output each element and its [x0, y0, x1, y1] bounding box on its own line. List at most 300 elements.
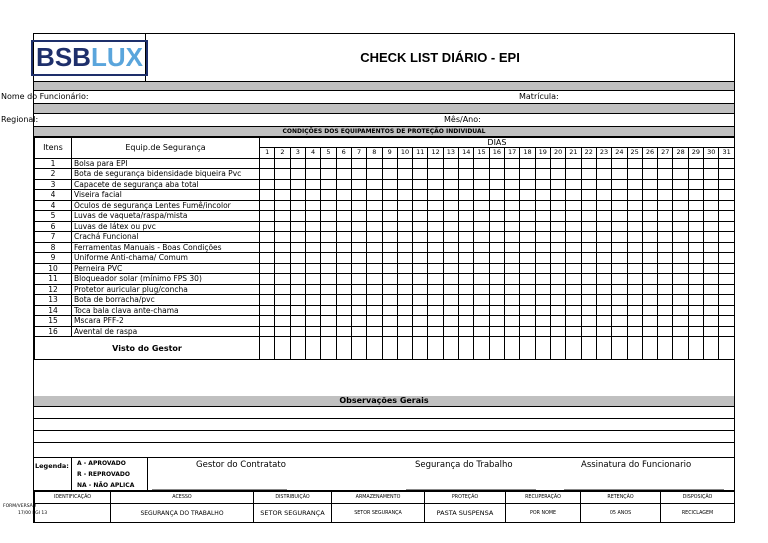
- check-cell[interactable]: [535, 211, 550, 222]
- check-cell[interactable]: [474, 305, 489, 316]
- check-cell[interactable]: [351, 221, 366, 232]
- check-cell[interactable]: [321, 242, 336, 253]
- check-cell[interactable]: [719, 242, 735, 253]
- check-cell[interactable]: [321, 326, 336, 337]
- manager-visa-cell[interactable]: [704, 337, 719, 360]
- check-cell[interactable]: [397, 169, 412, 180]
- check-cell[interactable]: [443, 242, 458, 253]
- check-cell[interactable]: [658, 158, 673, 169]
- check-cell[interactable]: [397, 263, 412, 274]
- check-cell[interactable]: [505, 232, 520, 243]
- check-cell[interactable]: [397, 274, 412, 285]
- check-cell[interactable]: [397, 316, 412, 327]
- check-cell[interactable]: [260, 169, 275, 180]
- check-cell[interactable]: [642, 221, 657, 232]
- check-cell[interactable]: [520, 284, 535, 295]
- check-cell[interactable]: [305, 305, 320, 316]
- check-cell[interactable]: [719, 221, 735, 232]
- check-cell[interactable]: [673, 326, 688, 337]
- check-cell[interactable]: [550, 179, 565, 190]
- manager-visa-cell[interactable]: [290, 337, 305, 360]
- check-cell[interactable]: [673, 263, 688, 274]
- check-cell[interactable]: [673, 211, 688, 222]
- check-cell[interactable]: [520, 200, 535, 211]
- check-cell[interactable]: [688, 253, 703, 264]
- check-cell[interactable]: [336, 158, 351, 169]
- check-cell[interactable]: [505, 169, 520, 180]
- check-cell[interactable]: [459, 284, 474, 295]
- check-cell[interactable]: [535, 179, 550, 190]
- check-cell[interactable]: [305, 169, 320, 180]
- check-cell[interactable]: [443, 190, 458, 201]
- check-cell[interactable]: [290, 284, 305, 295]
- check-cell[interactable]: [428, 232, 443, 243]
- check-cell[interactable]: [566, 190, 581, 201]
- check-cell[interactable]: [704, 263, 719, 274]
- check-cell[interactable]: [290, 169, 305, 180]
- check-cell[interactable]: [673, 190, 688, 201]
- check-cell[interactable]: [642, 253, 657, 264]
- check-cell[interactable]: [428, 253, 443, 264]
- check-cell[interactable]: [566, 284, 581, 295]
- check-cell[interactable]: [704, 221, 719, 232]
- check-cell[interactable]: [627, 284, 642, 295]
- check-cell[interactable]: [459, 200, 474, 211]
- check-cell[interactable]: [719, 211, 735, 222]
- check-cell[interactable]: [550, 274, 565, 285]
- check-cell[interactable]: [658, 232, 673, 243]
- check-cell[interactable]: [520, 274, 535, 285]
- check-cell[interactable]: [336, 221, 351, 232]
- manager-visa-cell[interactable]: [596, 337, 611, 360]
- check-cell[interactable]: [397, 326, 412, 337]
- check-cell[interactable]: [336, 211, 351, 222]
- check-cell[interactable]: [489, 169, 504, 180]
- check-cell[interactable]: [382, 253, 397, 264]
- check-cell[interactable]: [535, 263, 550, 274]
- check-cell[interactable]: [612, 158, 627, 169]
- check-cell[interactable]: [673, 221, 688, 232]
- check-cell[interactable]: [459, 242, 474, 253]
- check-cell[interactable]: [290, 305, 305, 316]
- check-cell[interactable]: [719, 232, 735, 243]
- check-cell[interactable]: [260, 190, 275, 201]
- manager-visa-cell[interactable]: [566, 337, 581, 360]
- check-cell[interactable]: [397, 232, 412, 243]
- check-cell[interactable]: [443, 316, 458, 327]
- manager-visa-cell[interactable]: [367, 337, 382, 360]
- manager-visa-cell[interactable]: [612, 337, 627, 360]
- check-cell[interactable]: [505, 200, 520, 211]
- check-cell[interactable]: [581, 316, 596, 327]
- check-cell[interactable]: [596, 169, 611, 180]
- check-cell[interactable]: [704, 253, 719, 264]
- manager-visa-cell[interactable]: [413, 337, 428, 360]
- check-cell[interactable]: [704, 232, 719, 243]
- check-cell[interactable]: [658, 190, 673, 201]
- check-cell[interactable]: [336, 326, 351, 337]
- check-cell[interactable]: [443, 295, 458, 306]
- check-cell[interactable]: [321, 200, 336, 211]
- check-cell[interactable]: [459, 326, 474, 337]
- check-cell[interactable]: [474, 295, 489, 306]
- check-cell[interactable]: [351, 169, 366, 180]
- observation-line[interactable]: [34, 407, 734, 419]
- check-cell[interactable]: [612, 295, 627, 306]
- check-cell[interactable]: [275, 179, 290, 190]
- check-cell[interactable]: [290, 242, 305, 253]
- check-cell[interactable]: [535, 232, 550, 243]
- check-cell[interactable]: [351, 316, 366, 327]
- check-cell[interactable]: [305, 295, 320, 306]
- check-cell[interactable]: [719, 295, 735, 306]
- manager-visa-cell[interactable]: [505, 337, 520, 360]
- check-cell[interactable]: [658, 284, 673, 295]
- check-cell[interactable]: [336, 200, 351, 211]
- check-cell[interactable]: [673, 232, 688, 243]
- check-cell[interactable]: [535, 242, 550, 253]
- check-cell[interactable]: [581, 158, 596, 169]
- check-cell[interactable]: [489, 326, 504, 337]
- check-cell[interactable]: [505, 158, 520, 169]
- check-cell[interactable]: [673, 158, 688, 169]
- check-cell[interactable]: [612, 284, 627, 295]
- check-cell[interactable]: [275, 190, 290, 201]
- check-cell[interactable]: [612, 316, 627, 327]
- check-cell[interactable]: [397, 190, 412, 201]
- regional-field[interactable]: Regional:: [1, 115, 39, 124]
- check-cell[interactable]: [413, 316, 428, 327]
- check-cell[interactable]: [596, 295, 611, 306]
- check-cell[interactable]: [550, 211, 565, 222]
- check-cell[interactable]: [704, 179, 719, 190]
- check-cell[interactable]: [336, 316, 351, 327]
- check-cell[interactable]: [566, 263, 581, 274]
- check-cell[interactable]: [351, 263, 366, 274]
- check-cell[interactable]: [596, 221, 611, 232]
- check-cell[interactable]: [382, 295, 397, 306]
- check-cell[interactable]: [459, 295, 474, 306]
- check-cell[interactable]: [673, 242, 688, 253]
- check-cell[interactable]: [428, 295, 443, 306]
- check-cell[interactable]: [719, 253, 735, 264]
- check-cell[interactable]: [505, 263, 520, 274]
- manager-visa-cell[interactable]: [550, 337, 565, 360]
- check-cell[interactable]: [260, 316, 275, 327]
- check-cell[interactable]: [367, 169, 382, 180]
- check-cell[interactable]: [596, 190, 611, 201]
- check-cell[interactable]: [459, 274, 474, 285]
- check-cell[interactable]: [382, 211, 397, 222]
- check-cell[interactable]: [260, 274, 275, 285]
- check-cell[interactable]: [321, 221, 336, 232]
- check-cell[interactable]: [443, 169, 458, 180]
- check-cell[interactable]: [612, 263, 627, 274]
- check-cell[interactable]: [627, 179, 642, 190]
- manager-visa-cell[interactable]: [474, 337, 489, 360]
- check-cell[interactable]: [612, 169, 627, 180]
- check-cell[interactable]: [673, 295, 688, 306]
- check-cell[interactable]: [489, 316, 504, 327]
- check-cell[interactable]: [658, 200, 673, 211]
- check-cell[interactable]: [489, 242, 504, 253]
- check-cell[interactable]: [612, 274, 627, 285]
- check-cell[interactable]: [704, 316, 719, 327]
- check-cell[interactable]: [351, 326, 366, 337]
- check-cell[interactable]: [658, 169, 673, 180]
- check-cell[interactable]: [612, 242, 627, 253]
- check-cell[interactable]: [474, 232, 489, 243]
- check-cell[interactable]: [520, 190, 535, 201]
- check-cell[interactable]: [382, 232, 397, 243]
- check-cell[interactable]: [260, 211, 275, 222]
- check-cell[interactable]: [673, 284, 688, 295]
- check-cell[interactable]: [688, 221, 703, 232]
- check-cell[interactable]: [413, 326, 428, 337]
- check-cell[interactable]: [474, 200, 489, 211]
- check-cell[interactable]: [550, 316, 565, 327]
- manager-visa-cell[interactable]: [642, 337, 657, 360]
- check-cell[interactable]: [474, 158, 489, 169]
- check-cell[interactable]: [305, 179, 320, 190]
- check-cell[interactable]: [688, 284, 703, 295]
- check-cell[interactable]: [550, 169, 565, 180]
- check-cell[interactable]: [658, 263, 673, 274]
- check-cell[interactable]: [581, 242, 596, 253]
- check-cell[interactable]: [612, 190, 627, 201]
- check-cell[interactable]: [688, 169, 703, 180]
- manager-visa-cell[interactable]: [382, 337, 397, 360]
- check-cell[interactable]: [474, 253, 489, 264]
- check-cell[interactable]: [489, 179, 504, 190]
- check-cell[interactable]: [367, 200, 382, 211]
- check-cell[interactable]: [428, 211, 443, 222]
- check-cell[interactable]: [566, 200, 581, 211]
- check-cell[interactable]: [658, 316, 673, 327]
- check-cell[interactable]: [290, 200, 305, 211]
- check-cell[interactable]: [260, 295, 275, 306]
- check-cell[interactable]: [336, 295, 351, 306]
- check-cell[interactable]: [260, 242, 275, 253]
- check-cell[interactable]: [382, 326, 397, 337]
- check-cell[interactable]: [305, 242, 320, 253]
- check-cell[interactable]: [290, 295, 305, 306]
- check-cell[interactable]: [275, 263, 290, 274]
- check-cell[interactable]: [443, 326, 458, 337]
- check-cell[interactable]: [413, 232, 428, 243]
- check-cell[interactable]: [321, 253, 336, 264]
- check-cell[interactable]: [658, 274, 673, 285]
- check-cell[interactable]: [336, 190, 351, 201]
- check-cell[interactable]: [413, 284, 428, 295]
- check-cell[interactable]: [520, 326, 535, 337]
- check-cell[interactable]: [305, 253, 320, 264]
- check-cell[interactable]: [336, 169, 351, 180]
- check-cell[interactable]: [260, 179, 275, 190]
- manager-visa-cell[interactable]: [397, 337, 412, 360]
- check-cell[interactable]: [596, 326, 611, 337]
- check-cell[interactable]: [397, 253, 412, 264]
- check-cell[interactable]: [321, 190, 336, 201]
- check-cell[interactable]: [474, 179, 489, 190]
- check-cell[interactable]: [642, 284, 657, 295]
- check-cell[interactable]: [275, 221, 290, 232]
- observation-line[interactable]: [34, 431, 734, 443]
- check-cell[interactable]: [535, 295, 550, 306]
- check-cell[interactable]: [704, 295, 719, 306]
- check-cell[interactable]: [581, 326, 596, 337]
- check-cell[interactable]: [520, 242, 535, 253]
- check-cell[interactable]: [581, 179, 596, 190]
- check-cell[interactable]: [321, 316, 336, 327]
- check-cell[interactable]: [642, 190, 657, 201]
- check-cell[interactable]: [260, 263, 275, 274]
- check-cell[interactable]: [704, 200, 719, 211]
- check-cell[interactable]: [688, 295, 703, 306]
- check-cell[interactable]: [290, 263, 305, 274]
- check-cell[interactable]: [566, 169, 581, 180]
- manager-visa-cell[interactable]: [520, 337, 535, 360]
- check-cell[interactable]: [367, 284, 382, 295]
- check-cell[interactable]: [566, 326, 581, 337]
- manager-visa-cell[interactable]: [719, 337, 735, 360]
- check-cell[interactable]: [581, 190, 596, 201]
- signature-line[interactable]: [152, 489, 287, 490]
- check-cell[interactable]: [459, 253, 474, 264]
- check-cell[interactable]: [627, 200, 642, 211]
- check-cell[interactable]: [397, 158, 412, 169]
- check-cell[interactable]: [550, 200, 565, 211]
- check-cell[interactable]: [535, 305, 550, 316]
- manager-visa-cell[interactable]: [627, 337, 642, 360]
- check-cell[interactable]: [627, 316, 642, 327]
- month-year-field[interactable]: Mês/Ano:: [444, 115, 481, 124]
- check-cell[interactable]: [489, 295, 504, 306]
- check-cell[interactable]: [397, 305, 412, 316]
- check-cell[interactable]: [704, 242, 719, 253]
- check-cell[interactable]: [566, 316, 581, 327]
- check-cell[interactable]: [688, 190, 703, 201]
- check-cell[interactable]: [336, 232, 351, 243]
- check-cell[interactable]: [459, 305, 474, 316]
- check-cell[interactable]: [688, 305, 703, 316]
- manager-visa-cell[interactable]: [260, 337, 275, 360]
- check-cell[interactable]: [413, 274, 428, 285]
- check-cell[interactable]: [550, 295, 565, 306]
- check-cell[interactable]: [627, 190, 642, 201]
- check-cell[interactable]: [673, 274, 688, 285]
- check-cell[interactable]: [535, 316, 550, 327]
- check-cell[interactable]: [413, 295, 428, 306]
- check-cell[interactable]: [275, 211, 290, 222]
- check-cell[interactable]: [459, 232, 474, 243]
- check-cell[interactable]: [627, 295, 642, 306]
- check-cell[interactable]: [596, 253, 611, 264]
- check-cell[interactable]: [581, 295, 596, 306]
- manager-visa-cell[interactable]: [535, 337, 550, 360]
- check-cell[interactable]: [305, 284, 320, 295]
- check-cell[interactable]: [351, 190, 366, 201]
- check-cell[interactable]: [459, 190, 474, 201]
- check-cell[interactable]: [382, 158, 397, 169]
- check-cell[interactable]: [382, 179, 397, 190]
- check-cell[interactable]: [428, 284, 443, 295]
- check-cell[interactable]: [351, 158, 366, 169]
- check-cell[interactable]: [642, 326, 657, 337]
- check-cell[interactable]: [397, 211, 412, 222]
- check-cell[interactable]: [550, 158, 565, 169]
- employee-name-field[interactable]: Nome do Funcionário:: [1, 92, 89, 101]
- check-cell[interactable]: [367, 263, 382, 274]
- check-cell[interactable]: [428, 169, 443, 180]
- check-cell[interactable]: [489, 190, 504, 201]
- check-cell[interactable]: [413, 253, 428, 264]
- check-cell[interactable]: [550, 326, 565, 337]
- check-cell[interactable]: [275, 253, 290, 264]
- check-cell[interactable]: [305, 190, 320, 201]
- check-cell[interactable]: [642, 211, 657, 222]
- check-cell[interactable]: [382, 284, 397, 295]
- check-cell[interactable]: [382, 316, 397, 327]
- check-cell[interactable]: [658, 295, 673, 306]
- check-cell[interactable]: [321, 274, 336, 285]
- check-cell[interactable]: [275, 295, 290, 306]
- check-cell[interactable]: [260, 326, 275, 337]
- manager-visa-cell[interactable]: [321, 337, 336, 360]
- check-cell[interactable]: [612, 253, 627, 264]
- check-cell[interactable]: [489, 263, 504, 274]
- check-cell[interactable]: [443, 263, 458, 274]
- manager-visa-cell[interactable]: [336, 337, 351, 360]
- check-cell[interactable]: [535, 169, 550, 180]
- check-cell[interactable]: [596, 305, 611, 316]
- check-cell[interactable]: [520, 232, 535, 243]
- check-cell[interactable]: [612, 232, 627, 243]
- check-cell[interactable]: [520, 158, 535, 169]
- check-cell[interactable]: [719, 179, 735, 190]
- check-cell[interactable]: [627, 305, 642, 316]
- check-cell[interactable]: [688, 158, 703, 169]
- check-cell[interactable]: [489, 158, 504, 169]
- check-cell[interactable]: [290, 179, 305, 190]
- check-cell[interactable]: [474, 316, 489, 327]
- check-cell[interactable]: [520, 253, 535, 264]
- check-cell[interactable]: [596, 232, 611, 243]
- check-cell[interactable]: [612, 221, 627, 232]
- check-cell[interactable]: [443, 232, 458, 243]
- check-cell[interactable]: [367, 158, 382, 169]
- check-cell[interactable]: [367, 295, 382, 306]
- check-cell[interactable]: [566, 305, 581, 316]
- check-cell[interactable]: [305, 274, 320, 285]
- check-cell[interactable]: [305, 263, 320, 274]
- check-cell[interactable]: [397, 242, 412, 253]
- check-cell[interactable]: [351, 179, 366, 190]
- check-cell[interactable]: [673, 253, 688, 264]
- check-cell[interactable]: [550, 242, 565, 253]
- check-cell[interactable]: [336, 242, 351, 253]
- check-cell[interactable]: [428, 200, 443, 211]
- check-cell[interactable]: [550, 221, 565, 232]
- check-cell[interactable]: [520, 211, 535, 222]
- check-cell[interactable]: [627, 253, 642, 264]
- check-cell[interactable]: [658, 326, 673, 337]
- check-cell[interactable]: [290, 326, 305, 337]
- check-cell[interactable]: [505, 284, 520, 295]
- check-cell[interactable]: [413, 169, 428, 180]
- check-cell[interactable]: [550, 305, 565, 316]
- check-cell[interactable]: [459, 316, 474, 327]
